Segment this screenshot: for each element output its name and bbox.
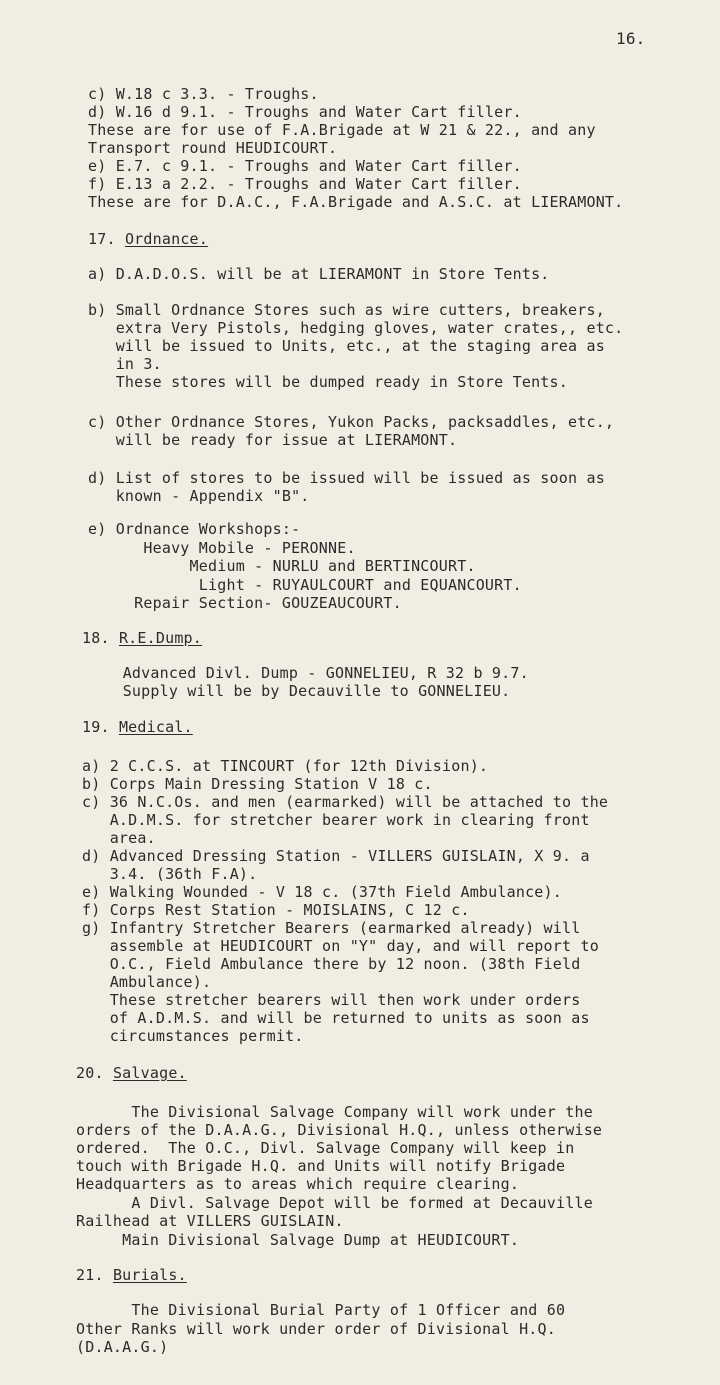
water-item-d: d) W.16 d 9.1. - Troughs and Water Cart filler. — [88, 103, 522, 121]
section-18-heading — [82, 629, 202, 647]
salvage-paragraph-line: Railhead at VILLERS GUISLAIN. — [76, 1212, 344, 1230]
burials-paragraph-line: The Divisional Burial Party of 1 Officer and 60 — [76, 1301, 566, 1319]
salvage-paragraph-line: A Divl. Salvage Depot will be formed at Decauville — [76, 1194, 593, 1212]
water-item-c: c) W.18 c 3.3. - Troughs. — [88, 85, 319, 103]
burials-paragraph-line: (D.A.A.G.) — [76, 1338, 169, 1356]
section-17-heading — [88, 230, 208, 248]
section-20-heading — [76, 1064, 187, 1082]
section-21-heading — [76, 1266, 187, 1284]
section-number: 21. — [76, 1266, 104, 1284]
workshop-repair: Repair Section- GOUZEAUCOURT. — [88, 594, 402, 612]
salvage-paragraph-line: ordered. The O.C., Divl. Salvage Company will keep in — [76, 1139, 575, 1157]
ordnance-item-a: a) D.A.D.O.S. will be at LIERAMONT in Store Tents. — [88, 265, 550, 283]
water-note-1-cont: Transport round HEUDICOURT. — [88, 139, 338, 157]
burials-paragraph-line: Other Ranks will work under order of Divisional H.Q. — [76, 1320, 556, 1338]
section-title: Ordnance. — [124, 230, 209, 248]
section-title: Salvage. — [112, 1064, 187, 1082]
water-note-2: These are for D.A.C., F.A.Brigade and A.S.C. at LIERAMONT. — [88, 193, 624, 211]
section-number: 19. — [82, 718, 110, 736]
section-number: 18. — [82, 629, 110, 647]
re-dump-line: Advanced Divl. Dump - GONNELIEU, R 32 b 9.7. — [95, 664, 529, 682]
workshop-light: Light - RUYAULCOURT and EQUANCOURT. — [88, 576, 522, 594]
section-title: Medical. — [118, 718, 193, 736]
ordnance-item-b-cont: These stores will be dumped ready in Store Tents. — [88, 373, 568, 391]
medical-item-g-cont: circumstances permit. — [82, 1027, 304, 1045]
re-dump-line: Supply will be by Decauville to GONNELIEU. — [95, 682, 511, 700]
medical-item-g-cont: O.C., Field Ambulance there by 12 noon. (38th Field — [82, 955, 581, 973]
ordnance-item-c: c) Other Ordnance Stores, Yukon Packs, packsaddles, etc., — [88, 413, 615, 431]
water-item-e: e) E.7. c 9.1. - Troughs and Water Cart filler. — [88, 157, 522, 175]
medical-item-f: f) Corps Rest Station - MOISLAINS, C 12 c. — [82, 901, 470, 919]
salvage-paragraph-line: orders of the D.A.A.G., Divisional H.Q., unless otherwise — [76, 1121, 603, 1139]
water-item-f: f) E.13 a 2.2. - Troughs and Water Cart filler. — [88, 175, 522, 193]
medical-item-a: a) 2 C.C.S. at TINCOURT (for 12th Division). — [82, 757, 489, 775]
workshop-medium: Medium - NURLU and BERTINCOURT. — [88, 557, 476, 575]
salvage-paragraph-line: touch with Brigade H.Q. and Units will notify Brigade — [76, 1157, 566, 1175]
section-number: 20. — [76, 1064, 104, 1082]
page-number: 16. — [616, 29, 646, 48]
ordnance-item-d-cont: known - Appendix "B". — [88, 487, 310, 505]
medical-item-g-cont: of A.D.M.S. and will be returned to units as soon as — [82, 1009, 590, 1027]
salvage-paragraph-line: The Divisional Salvage Company will work under the — [76, 1103, 593, 1121]
ordnance-item-b-cont: in 3. — [88, 355, 162, 373]
medical-item-c: c) 36 N.C.Os. and men (earmarked) will be attached to the — [82, 793, 609, 811]
medical-item-c-cont: area. — [82, 829, 156, 847]
salvage-paragraph-line: Main Divisional Salvage Dump at HEUDICOURT. — [76, 1231, 520, 1249]
salvage-paragraph-line: Headquarters as to areas which require clearing. — [76, 1175, 520, 1193]
section-number: 17. — [88, 230, 116, 248]
section-title: Burials. — [112, 1266, 187, 1284]
ordnance-item-b: b) Small Ordnance Stores such as wire cutters, breakers, — [88, 301, 605, 319]
ordnance-item-c-cont: will be ready for issue at LIERAMONT. — [88, 431, 458, 449]
medical-item-c-cont: A.D.M.S. for stretcher bearer work in clearing front — [82, 811, 590, 829]
medical-item-g: g) Infantry Stretcher Bearers (earmarked already) will — [82, 919, 581, 937]
medical-item-b: b) Corps Main Dressing Station V 18 c. — [82, 775, 433, 793]
workshop-heavy: Heavy Mobile - PERONNE. — [88, 539, 356, 557]
ordnance-item-d: d) List of stores to be issued will be issued as soon as — [88, 469, 605, 487]
section-title: R.E.Dump. — [118, 629, 203, 647]
medical-item-e: e) Walking Wounded - V 18 c. (37th Field Ambulance). — [82, 883, 562, 901]
ordnance-item-b-cont: will be issued to Units, etc., at the staging area as — [88, 337, 605, 355]
medical-item-g-cont: These stretcher bearers will then work under orders — [82, 991, 581, 1009]
medical-item-g-cont: assemble at HEUDICOURT on "Y" day, and will report to — [82, 937, 599, 955]
ordnance-item-e: e) Ordnance Workshops:- — [88, 520, 301, 538]
medical-item-d: d) Advanced Dressing Station - VILLERS GUISLAIN, X 9. a — [82, 847, 590, 865]
section-19-heading — [82, 718, 193, 736]
medical-item-d-cont: 3.4. (36th F.A). — [82, 865, 258, 883]
ordnance-item-b-cont: extra Very Pistols, hedging gloves, water crates,, etc. — [88, 319, 624, 337]
medical-item-g-cont: Ambulance). — [82, 973, 212, 991]
water-note-1: These are for use of F.A.Brigade at W 21 & 22., and any — [88, 121, 596, 139]
